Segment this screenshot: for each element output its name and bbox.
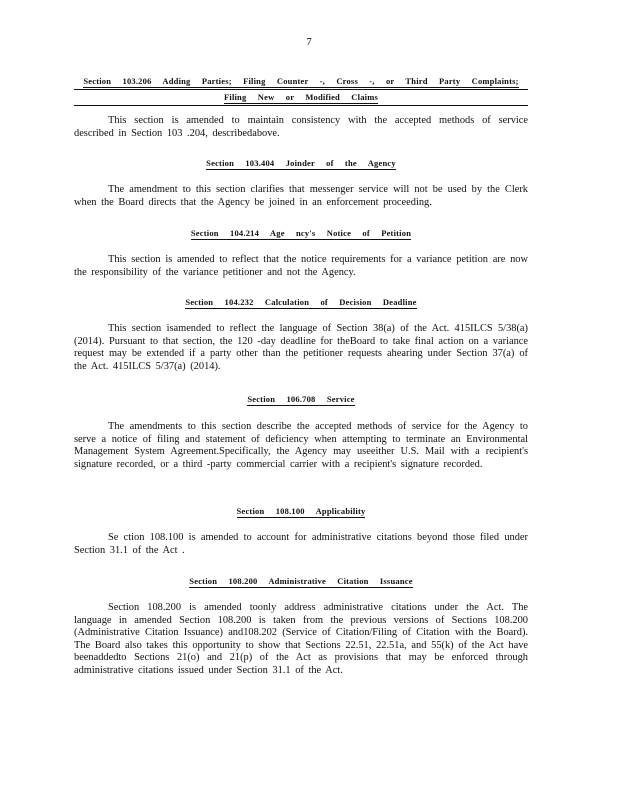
heading-line: Section 104.214 Age ncy's Notice of Petition xyxy=(190,228,412,238)
section-text-103-404: The amendment to this section clarifies that messenger service will not be used by the Clerk when the Board directs that the Agency be joined in an enforcement proceeding. xyxy=(74,184,528,208)
section-heading-108-200 xyxy=(74,576,528,588)
heading-line: Section 103.404 Joinder of the Agency xyxy=(206,158,396,168)
section-text-106-708: The amendments to this section describe the accepted methods of service for the Agency to serve a notice of filing and statement of deficiency when attempting to terminate an Environmental Management System Agreement.Specifically, the Agency may useeither U.S. Mail with a recipient's signature recorded, or a third -party commercial carrier with a recipient's signature recorded. xyxy=(74,421,528,470)
page-number: 7 xyxy=(306,36,312,48)
section-heading-104-214 xyxy=(74,228,528,240)
section-text-104-214: This section is amended to reflect that the notice requirements for a variance petition are now the responsibility of the variance petitioner and not the Agency. xyxy=(74,254,528,278)
section-text-108-200: Section 108.200 is amended toonly address administrative citations under the Act. The language in amended Section 108.200 is taken from the previous versions of Sections 108.200 (Administrative Citation Issuance) and108.202 (Service of Citation/Filing of Citation with the Board). The Board also takes this opportunity to show that Sections 22.51, 22.51a, and 55(k) of the Act have beenaddedto Sections 21(o) and 21(p) of the Act as provisions that may be enforced through administrative citations issued under Section 31.1 of the Act. xyxy=(74,602,528,676)
section-heading-108-100 xyxy=(74,506,528,518)
section-heading-104-232 xyxy=(74,297,528,309)
heading-line: Section 108.200 Administrative Citation Issuance xyxy=(189,576,413,586)
section-text-108-100: Se ction 108.100 is amended to account for administrative citations beyond those filed under Section 31.1 of the Act . xyxy=(74,532,528,556)
section-text-103-206: This section is amended to maintain consistency with the accepted methods of service described in Section 103 .204, describedabove. xyxy=(74,115,528,139)
heading-line: Section 103.206 Adding Parties; Filing Counter -, Cross -, or Third Party Complaints; xyxy=(83,76,519,86)
heading-line: Filing New or Modified Claims xyxy=(223,92,379,102)
section-heading-103-206 xyxy=(74,74,528,106)
heading-line: Section 106.708 Service xyxy=(247,394,355,404)
heading-line: Section 104.232 Calculation of Decision Deadline xyxy=(185,297,417,307)
section-heading-103-404 xyxy=(74,158,528,170)
section-text-104-232: This section isamended to reflect the language of Section 38(a) of the Act. 415ILCS 5/38(a) (2014). Pursuant to that section, the 120 -day deadline for theBoard to take final action on a variance request may be extended if a party other than the petitioner requests ahearing under Section 37(a) of the Act. 415ILCS 5/37(a) (2014). xyxy=(74,323,528,372)
section-heading-106-708 xyxy=(74,394,528,406)
heading-line: Section 108.100 Applicability xyxy=(236,506,366,516)
